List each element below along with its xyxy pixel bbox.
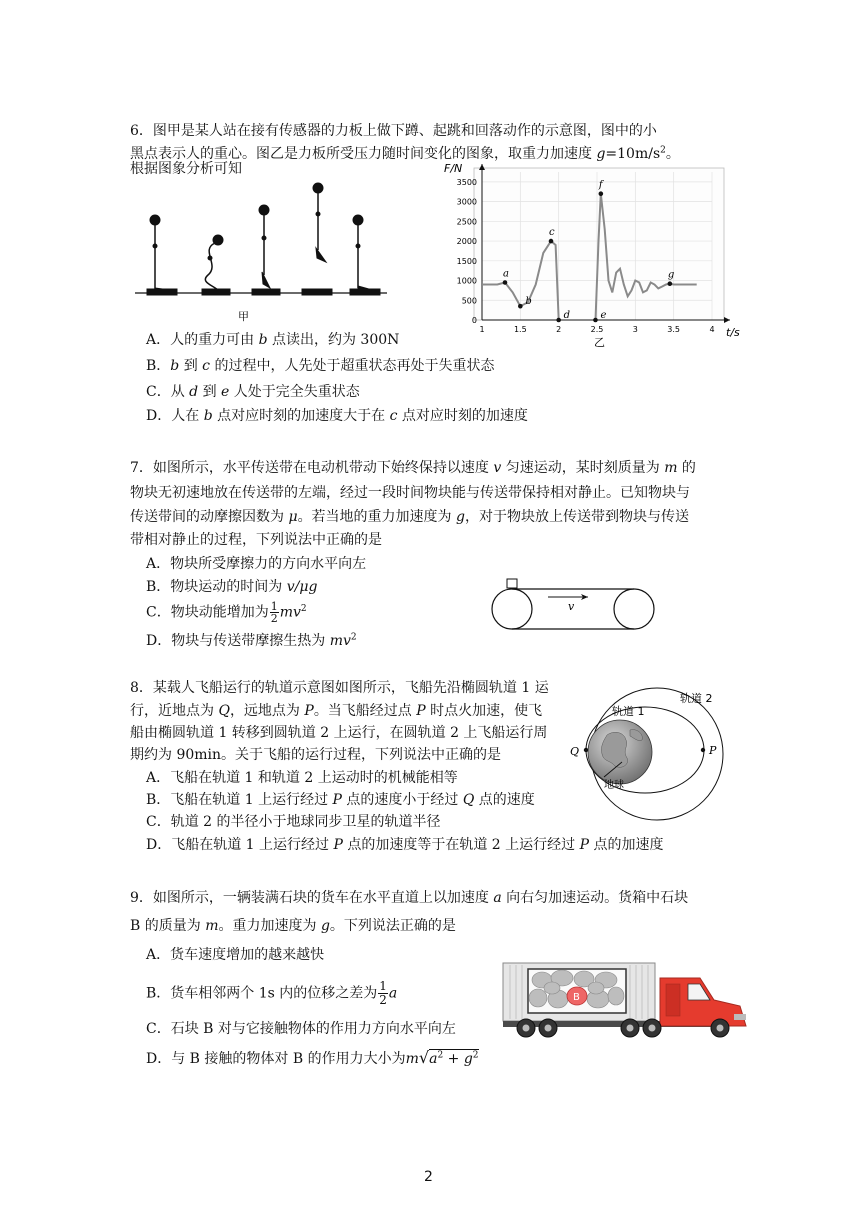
point-q-label: Q xyxy=(570,745,580,758)
q9-option-b[interactable]: B．货车相邻两个 1s 内的位移之差为 $\frac{1}{2}$ a xyxy=(146,979,398,1007)
y-tick-label: 3500 xyxy=(456,177,477,187)
orbit1-label: 轨道 1 xyxy=(612,705,645,718)
q7-option-b[interactable]: B．物块运动的时间为 v/μg xyxy=(146,579,318,595)
x-tick-label: 2 xyxy=(556,325,562,334)
x-tick-label: 1 xyxy=(479,325,485,334)
q6-stem-line2: 黑点表示人的重心。图乙是力板所受压力随时间变化的图象，取重力加速度 $g=10m/s^2$。 xyxy=(130,145,680,162)
y-tick-label: 2500 xyxy=(456,217,477,227)
figure-yi-label: 乙 xyxy=(594,336,605,349)
point-e xyxy=(593,318,598,323)
q8-option-b[interactable]: B．飞船在轨道 1 上运行经过 P 点的速度小于经过 Q 点的速度 xyxy=(146,792,535,808)
q6-option-c[interactable]: C．从 d 到 e 人处于完全失重状态 xyxy=(146,384,360,400)
q7-option-c[interactable]: C．物块动能增加为 $\frac{1}{2}$ $mv^2$ xyxy=(146,600,307,625)
q6-option-d[interactable]: D．人在 b 点对应时刻的加速度大于在 c 点对应时刻的加速度 xyxy=(146,408,528,424)
figure-jia-label: 甲 xyxy=(238,310,249,323)
orbit-figure xyxy=(570,680,742,825)
point-label-a: a xyxy=(503,268,509,280)
truck-figure xyxy=(500,960,750,1042)
page-number: 2 xyxy=(424,1169,433,1185)
q9-option-c[interactable]: C．石块 B 对与它接触物体的作用力方向水平向左 xyxy=(146,1021,456,1037)
point-label-g: g xyxy=(667,269,675,281)
q6-stem-line3: 根据图象分析可知 xyxy=(130,161,242,177)
point-label-b: b xyxy=(525,296,532,308)
point-p-label: P xyxy=(709,744,717,757)
point-a xyxy=(503,280,508,285)
belt-velocity-label: v xyxy=(568,600,575,613)
figure-yi-chart xyxy=(440,158,740,348)
q8-option-d[interactable]: D．飞船在轨道 1 上运行经过 P 点的加速度等于在轨道 2 上运行经过 P 点的加速度 xyxy=(146,837,664,853)
rock-b-label: B xyxy=(573,992,580,1003)
y-tick-label: 3000 xyxy=(456,197,477,207)
y-axis-arrow xyxy=(479,164,485,170)
x-tick-label: 2.5 xyxy=(590,325,604,334)
q9-option-d[interactable]: D．与 B 接触的物体对 B 的作用力大小为$m√a^2 + g^2$ xyxy=(146,1048,479,1067)
q9-stem-line2: B 的质量为 m。重力加速度为 g。下列说法正确的是 xyxy=(130,918,456,934)
point-d xyxy=(556,318,561,323)
q7-stem-line2: 物块无初速地放在传送带的左端，经过一段时间物块能与传送带保持相对静止。已知物块与 xyxy=(130,485,690,501)
q8-stem-line2: 行，近地点为 Q，远地点为 P。当飞船经过点 P 时点火加速，使飞 xyxy=(130,703,543,719)
y-tick-label: 1000 xyxy=(456,276,477,286)
q7-option-d[interactable]: D．物块与传送带摩擦生热为 $mv^2$ xyxy=(146,632,357,649)
figure-jia xyxy=(130,180,390,330)
y-tick-label: 2000 xyxy=(456,237,477,247)
point-label-d: d xyxy=(563,310,571,321)
x-tick-label: 3.5 xyxy=(667,325,681,334)
q8-option-a[interactable]: A．飞船在轨道 1 和轨道 2 上运动时的机械能相等 xyxy=(146,770,458,786)
x-axis-arrow xyxy=(724,317,730,323)
y-tick-label: 500 xyxy=(461,296,477,306)
q9-option-a[interactable]: A．货车速度增加的越来越快 xyxy=(146,947,325,963)
point-label-e: e xyxy=(600,310,607,321)
point-label-c: c xyxy=(549,227,555,239)
earth-label: 地球 xyxy=(604,780,624,791)
point-b xyxy=(518,304,523,309)
q7-option-a[interactable]: A．物块所受摩擦力的方向水平向左 xyxy=(146,556,367,572)
y-tick-label: 1500 xyxy=(456,256,477,266)
x-tick-label: 3 xyxy=(632,325,638,334)
y-tick-label: 0 xyxy=(471,316,477,325)
q6-option-a[interactable]: A．人的重力可由 b 点读出，约为 300N xyxy=(146,332,400,348)
q7-stem-line3: 传送带间的动摩擦因数为 μ。若当地的重力加速度为 g，对于物块放上传送带到物块与传送 xyxy=(130,509,689,525)
q8-stem-line3: 船由椭圆轨道 1 转移到圆轨道 2 上运行，在圆轨道 2 上飞船运行周 xyxy=(130,725,548,741)
x-tick-label: 1.5 xyxy=(513,325,527,334)
q7-stem-line4: 带相对静止的过程，下列说法中正确的是 xyxy=(130,532,382,548)
q8-stem-line1: 8．某载人飞船运行的轨道示意图如图所示，飞船先沿椭圆轨道 1 运 xyxy=(130,680,549,696)
chart-xlabel: t/s xyxy=(726,326,740,339)
x-tick-label: 4 xyxy=(709,325,715,334)
q8-stem-line4: 期约为 90min。关于飞船的运行过程，下列说法中正确的是 xyxy=(130,747,502,763)
point-c xyxy=(549,239,554,244)
q9-stem-line1: 9．如图所示，一辆装满石块的货车在水平直道上以加速度 a 向右匀加速运动。货箱中石块 xyxy=(130,890,689,906)
q6-option-b[interactable]: B．b 到 c 的过程中，人先处于超重状态再处于失重状态 xyxy=(146,358,495,374)
chart-ylabel: F/N xyxy=(444,162,463,175)
orbit2-label: 轨道 2 xyxy=(680,692,713,705)
q6-stem-line1: 6．图甲是某人站在接有传感器的力板上做下蹲、起跳和回落动作的示意图，图中的小 xyxy=(130,123,657,139)
point-f xyxy=(599,191,604,196)
q8-option-c[interactable]: C．轨道 2 的半径小于地球同步卫星的轨道半径 xyxy=(146,814,441,830)
q7-stem-line1: 7．如图所示，水平传送带在电动机带动下始终保持以速度 v 匀速运动，某时刻质量为 m 的 xyxy=(130,460,696,476)
point-g xyxy=(668,281,673,286)
conveyor-belt-figure xyxy=(488,578,658,634)
point-label-f: f xyxy=(598,179,603,191)
